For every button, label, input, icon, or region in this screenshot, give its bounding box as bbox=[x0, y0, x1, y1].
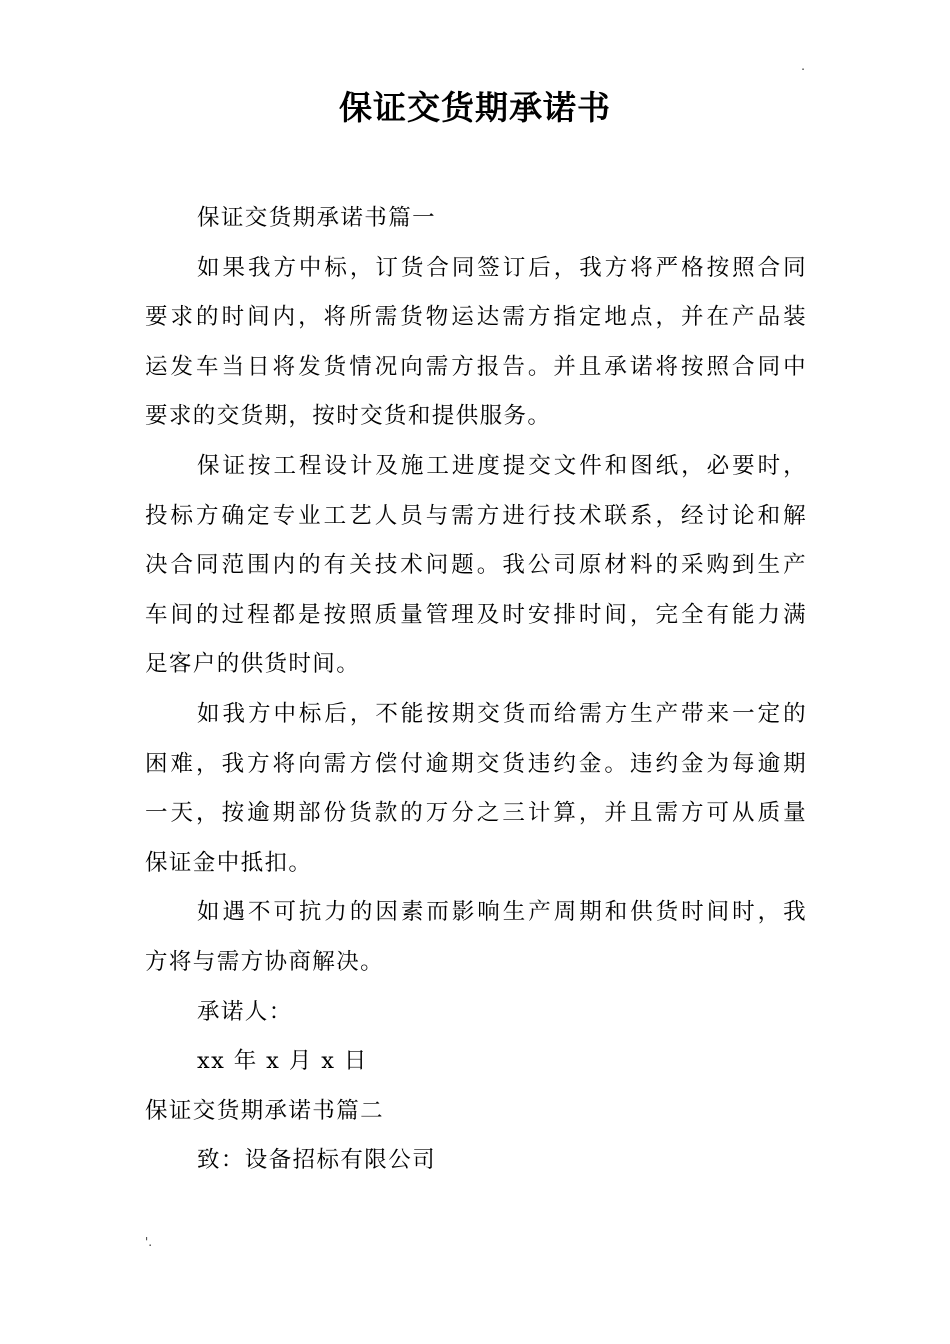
document-line: 困难，我方将向需方偿付逾期交货违约金。违约金为每逾期 bbox=[145, 750, 807, 777]
document-line: 如果我方中标，订货合同签订后，我方将严格按照合同 bbox=[197, 254, 807, 281]
document-line: 保证金中抵扣。 bbox=[145, 849, 313, 876]
document-line: 车间的过程都是按照质量管理及时安排时间，完全有能力满 bbox=[145, 601, 807, 628]
document-line: 如遇不可抗力的因素而影响生产周期和供货时间时，我 bbox=[197, 899, 807, 926]
document-line: xx 年 x 月 x 日 bbox=[197, 1048, 368, 1075]
document-line: 投标方确定专业工艺人员与需方进行技术联系，经讨论和解 bbox=[145, 502, 807, 529]
document-line: 如我方中标后，不能按期交货而给需方生产带来一定的 bbox=[197, 700, 807, 727]
document-body bbox=[145, 194, 807, 1186]
top-right-page-mark: . bbox=[801, 59, 805, 73]
document-line: 要求的交货期，按时交货和提供服务。 bbox=[145, 403, 552, 430]
document-line: 承诺人： bbox=[197, 998, 293, 1025]
document-line: 一天，按逾期部份货款的万分之三计算，并且需方可从质量 bbox=[145, 800, 807, 827]
document-line: 决合同范围内的有关技术问题。我公司原材料的采购到生产 bbox=[145, 552, 807, 579]
document-line: 致：设备招标有限公司 bbox=[197, 1147, 437, 1174]
document-line: 保证按工程设计及施工进度提交文件和图纸，必要时， bbox=[197, 452, 807, 479]
document-title: 保证交货期承诺书 bbox=[339, 88, 611, 127]
document-line: 保证交货期承诺书篇二 bbox=[145, 1097, 385, 1124]
document-line: 要求的时间内，将所需货物运达需方指定地点，并在产品装 bbox=[145, 304, 807, 331]
document-line: 保证交货期承诺书篇一 bbox=[197, 205, 437, 231]
document-line: 运发车当日将发货情况向需方报告。并且承诺将按照合同中 bbox=[145, 353, 807, 380]
document-line: 足客户的供货时间。 bbox=[145, 651, 361, 678]
document-line: 方将与需方协商解决。 bbox=[145, 948, 385, 975]
bottom-left-page-mark: '. bbox=[145, 1235, 153, 1249]
